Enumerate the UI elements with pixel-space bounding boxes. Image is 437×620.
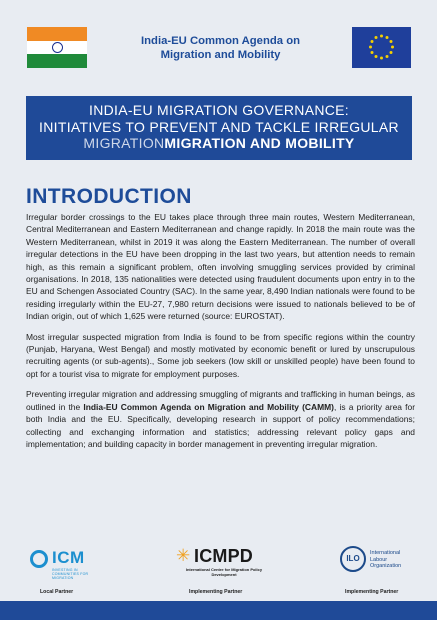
eu-flag-icon <box>352 27 411 68</box>
icmpd-sun-icon: ✳ <box>176 546 191 565</box>
section-heading: INTRODUCTION <box>26 185 192 208</box>
icmpd-logo <box>176 546 266 582</box>
banner-line1: INDIA-EU MIGRATION GOVERNANCE: <box>89 102 349 118</box>
footer-bar <box>0 601 437 620</box>
icm-logo <box>30 546 95 580</box>
ilo-logo-name: International Labour Organization <box>370 550 402 569</box>
paragraph-3-bold: India-EU Common Agenda on Migration and Mobility (CAMM) <box>83 401 334 412</box>
paragraph-3 <box>26 388 415 450</box>
banner-line2: INITIATIVES TO PREVENT AND TACKLE IRREGULAR <box>39 118 399 135</box>
ilo-logo <box>340 546 415 580</box>
paragraph-1: Irregular border crossings to the EU takes place through three main routes, Western Mediterranean, Central Mediterranean and Eastern Mediterranean and change rapidly. In 2018 the main route was the Western Mediterranean, whilst in 2019 it was along the Eastern Mediterranean. The number of overall irregular detections in the EU have been dropping in the last two years, but attention needs to remain high, as this remain a significant problem, often involving smuggling services provided by criminal organisations. In 2018, 135 nationalities were detected using fraudulent documents upon entry in to the EU and Schengen Associated Country (SAC). In the same year, 8,490 Indian nationals were found to be residing irregularly within the EU-27, 7,980 return decisions were issued to nationals believed to be of Indian origin, out of which 1,625 were returned (source: EUROSTAT). <box>26 212 415 322</box>
icm-globe-icon <box>30 550 48 568</box>
local-partner-label: Local Partner <box>40 589 74 595</box>
title-banner <box>26 96 412 160</box>
header-title <box>108 34 333 62</box>
implementing-partner-label-1: Implementing Partner <box>189 589 243 595</box>
ilo-emblem-icon: ILO <box>340 546 366 572</box>
banner-line3 <box>26 135 412 152</box>
header-title-line1: India-EU Common Agenda on <box>141 35 300 47</box>
paragraph-2: Most irregular suspected migration from India is found to be from specific regions within the country (Punjab, Haryana, West Bengal) and mostly motivated by economic benefit or lured by unscrupulous recruiting agents (or sub-agents)., Some job seekers (low skill or unskilled people) have been found to opt for a tourist visa to migrate for employment purposes. <box>26 331 415 379</box>
header-title-line2: Migration and Mobility <box>160 49 281 61</box>
icm-logo-sub: INVESTING IN COMMUNITIES FOR MIGRATION <box>52 568 89 580</box>
icmpd-logo-sub: International Centre for Migration Policy Development <box>185 567 263 577</box>
icmpd-logo-name: ICMPD <box>194 546 253 566</box>
body-text <box>26 211 415 458</box>
banner-line3-light: MIGRATION <box>83 135 165 151</box>
paragraph-3-before: Preventing irregular migration and addressing smuggling of migrants and trafficking in human beings, as outlined in the <box>26 389 415 412</box>
banner-line3-strong: MIGRATION AND MOBILITY <box>164 135 355 151</box>
implementing-partner-label-2: Implementing Partner <box>345 589 399 595</box>
icm-logo-name: ICM <box>52 548 85 567</box>
paragraph-3-after: , is a priority area for both India and the EU. Specifically, developing research in support of policy recommendations; collecting and exchanging information and statistics; addressing relevant policy gaps and implementation; and building capacity in border management in preventing irregular migration. <box>26 401 416 449</box>
india-flag-icon <box>27 27 87 68</box>
